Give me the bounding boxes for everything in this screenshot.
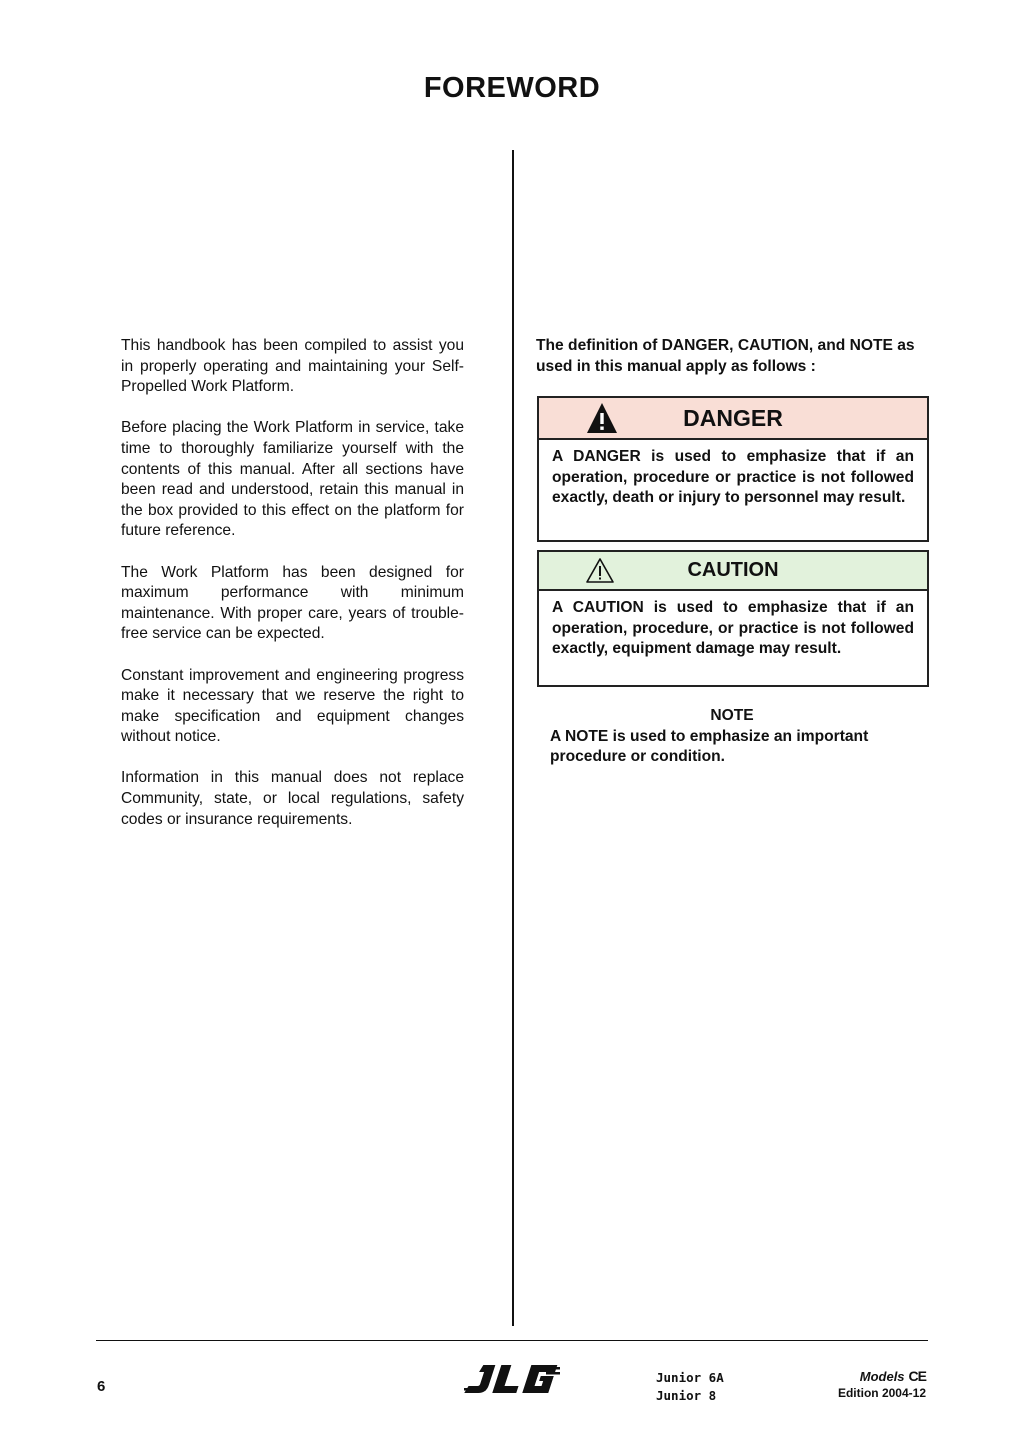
danger-box (537, 396, 929, 542)
paragraph-design: The Work Platform has been designed for maximum performance with minimum maintenance. With proper care, years of trouble-free service can be expected. (121, 563, 464, 643)
caution-header (539, 552, 927, 591)
warning-triangle-outline-icon (585, 552, 615, 589)
edition-block (780, 1368, 926, 1401)
models-label: Models (859, 1369, 905, 1384)
note-heading: NOTE (710, 707, 754, 724)
caution-heading: CAUTION (687, 559, 779, 581)
page-title: FOREWORD (423, 72, 601, 104)
model-list (656, 1369, 724, 1405)
jlg-logo (462, 1363, 560, 1402)
paragraph-regulations: Information in this manual does not replace Community, state, or local regulations, safety codes or insurance requirements. (121, 769, 464, 828)
model-name: Junior 6A (656, 1370, 724, 1385)
warning-triangle-filled-icon (585, 398, 619, 438)
note-text: A NOTE is used to emphasize an important procedure or condition. (550, 727, 869, 766)
danger-heading: DANGER (683, 405, 783, 431)
caution-box (537, 550, 929, 687)
danger-text: A DANGER is used to emphasize that if an operation, procedure or practice is not followed exactly, death or injury to personnel may result. (552, 448, 914, 507)
danger-header (539, 398, 927, 440)
left-column (121, 336, 464, 851)
page-number: 6 (97, 1378, 106, 1395)
models-label-line (780, 1368, 926, 1385)
paragraph-improvement: Constant improvement and engineering progress make it necessary that we reserve the right to make specification and equipment changes without notice. (121, 666, 464, 746)
definitions-intro: The definition of DANGER, CAUTION, and NOTE as used in this manual apply as follows : (536, 337, 915, 375)
paragraph-purpose: This handbook has been compiled to assist you in properly operating and maintaining your Self-Propelled Work Platform. (121, 337, 464, 396)
column-divider (512, 150, 514, 1326)
model-name: Junior 8 (656, 1388, 717, 1403)
ce-mark-icon: CE (908, 1368, 926, 1384)
edition-label: Edition 2004-12 (837, 1386, 926, 1400)
footer-divider (96, 1340, 928, 1341)
paragraph-familiarize: Before placing the Work Platform in service, take time to thoroughly familiarize yourself with the contents of this manual. After all sections have been read and understood, retain this manual in the box provided to this effect on the platform for future reference. (121, 419, 464, 540)
right-column (536, 336, 928, 766)
note-block (550, 706, 914, 768)
caution-text: A CAUTION is used to emphasize that if an operation, procedure, or practice is not followed exactly, equipment damage may result. (552, 599, 914, 658)
